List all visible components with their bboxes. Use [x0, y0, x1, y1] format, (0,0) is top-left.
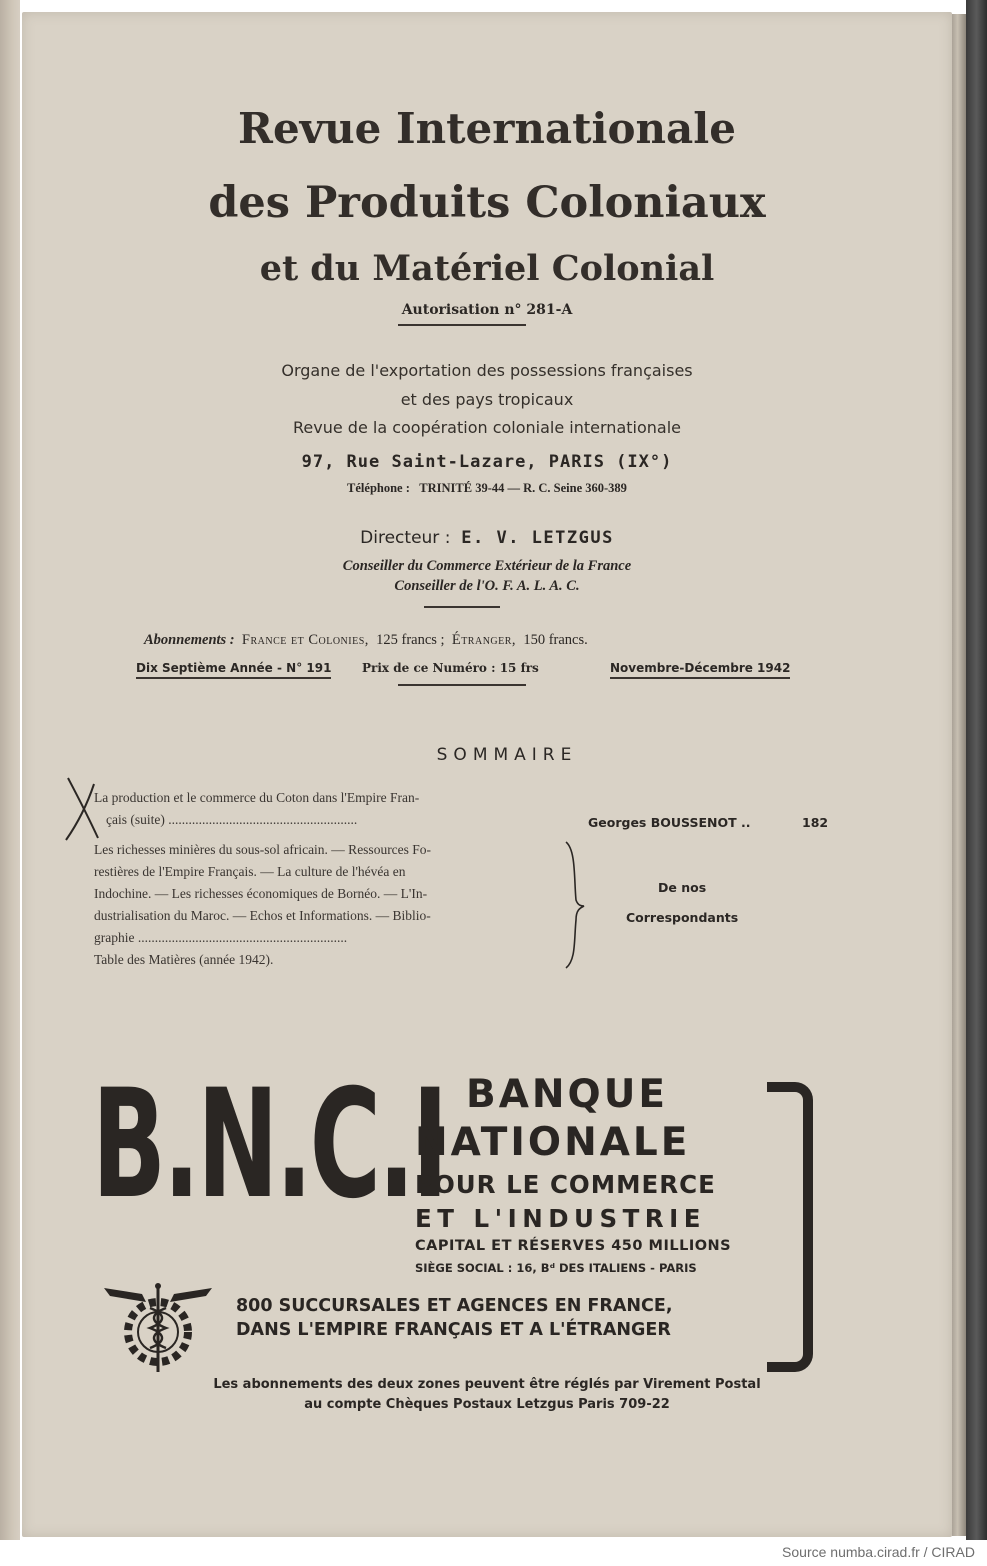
- director-title-2: Conseiller de l'O. F. A. L. A. C.: [394, 578, 580, 594]
- toc-entry-1-page: 182: [802, 815, 829, 830]
- title-line-2: des Produits Coloniaux: [208, 178, 766, 228]
- divider: [398, 684, 526, 686]
- toc-entry-2-line-3: Indochine. — Les richesses économiques de Bornéo. — L'In-: [94, 886, 428, 901]
- title-line-3: et du Matériel Colonial: [259, 248, 715, 289]
- advert-line-4: ET L'INDUSTRIE: [415, 1204, 707, 1233]
- right-page-edge: [952, 14, 966, 1536]
- advert-line-6: SIÈGE SOCIAL : 16, Bᵈ DES ITALIENS - PARIS: [415, 1261, 697, 1275]
- subscription-label: Abonnements :: [144, 632, 235, 648]
- advert-line-5: CAPITAL ET RÉSERVES 450 MILLIONS: [415, 1238, 732, 1254]
- toc-entry-2-author-2: Correspondants: [626, 910, 739, 925]
- toc-entry-2-line-1: Les richesses minières du sous-sol africain. — Ressources Fo-: [94, 842, 432, 857]
- caduceus-gear-emblem: [102, 1280, 214, 1375]
- sommaire-heading: SOMMAIRE: [436, 745, 578, 765]
- organ-line-2: et des pays tropicaux: [400, 390, 574, 409]
- advert-line-1: BANQUE: [466, 1072, 669, 1117]
- bnci-logo-text: B.N.C.I: [92, 1058, 446, 1232]
- footer-note-line-1: Les abonnements des deux zones peuvent être réglés par Virement Postal: [213, 1377, 761, 1392]
- director-title-1: Conseiller du Commerce Extérieur de la France: [342, 558, 632, 574]
- source-credit: Source numba.cirad.fr / CIRAD: [782, 1544, 975, 1560]
- handwritten-cross-mark: [58, 772, 108, 844]
- footer-note-line-2: au compte Chèques Postaux Letzgus Paris 709-22: [304, 1397, 670, 1412]
- left-page-edge: [0, 0, 20, 1540]
- toc-entry-1-line-1: La production et le commerce du Coton dans l'Empire Fran-: [94, 790, 420, 805]
- director-name: E. V. LETZGUS: [461, 528, 614, 548]
- advert-line-8: DANS L'EMPIRE FRANÇAIS ET A L'ÉTRANGER: [236, 1320, 671, 1340]
- subscription-france-label: France et Colonies,: [241, 632, 369, 648]
- advert-line-7: 800 SUCCURSALES ET AGENCES EN FRANCE,: [236, 1296, 673, 1316]
- toc-entry-2-line-6: Table des Matières (année 1942).: [94, 952, 274, 967]
- telephone-number: TRINITÉ 39-44 — R. C. Seine 360-389: [419, 481, 627, 495]
- address: 97, Rue Saint-Lazare, PARIS (IX°): [301, 452, 673, 472]
- toc-entry-1-line-2: çais (suite) ........................................................: [106, 812, 358, 827]
- telephone-label: Téléphone :: [347, 481, 410, 495]
- divider: [398, 324, 526, 326]
- issue-year-number: Dix Septième Année - N° 191: [136, 661, 331, 679]
- director-label: Directeur :: [360, 528, 451, 548]
- toc-entry-2-line-4: dustrialisation du Maroc. — Echos et Informations. — Biblio-: [94, 908, 431, 923]
- divider: [424, 606, 500, 608]
- organ-line-1: Organe de l'exportation des possessions françaises: [281, 361, 693, 380]
- director-line: [22, 528, 952, 548]
- organ-line-3: Revue de la coopération coloniale internationale: [293, 418, 681, 437]
- advert-line-2: NATIONALE: [415, 1120, 691, 1165]
- title-line-1: Revue Internationale: [238, 104, 736, 153]
- telephone-line: [22, 481, 952, 496]
- authorisation-number: Autorisation n° 281-A: [401, 302, 573, 318]
- subscription-line: [144, 632, 588, 649]
- advert-bracket: [767, 1082, 813, 1372]
- toc-entry-2-author-1: De nos: [658, 880, 707, 895]
- advert-line-3: POUR LE COMMERCE: [415, 1170, 716, 1199]
- toc-entry-1-author: Georges BOUSSENOT ..: [588, 815, 751, 830]
- book-spine: [966, 0, 987, 1540]
- toc-entry-2-line-2: restières de l'Empire Français. — La culture de l'hévéa en: [94, 864, 406, 879]
- bnci-advertisement: [22, 1058, 952, 1372]
- toc-entry-2-line-5: graphie ..............................................................: [94, 930, 348, 945]
- issue-date: Novembre-Décembre 1942: [610, 661, 790, 679]
- subscription-foreign-price: 150 francs.: [523, 632, 588, 648]
- document-page: [22, 12, 952, 1537]
- subscription-foreign-label: Étranger,: [451, 632, 517, 648]
- issue-price: Prix de ce Numéro : 15 frs: [362, 661, 539, 675]
- toc-brace: [562, 840, 586, 970]
- subscription-france-price: 125 francs ;: [376, 632, 445, 648]
